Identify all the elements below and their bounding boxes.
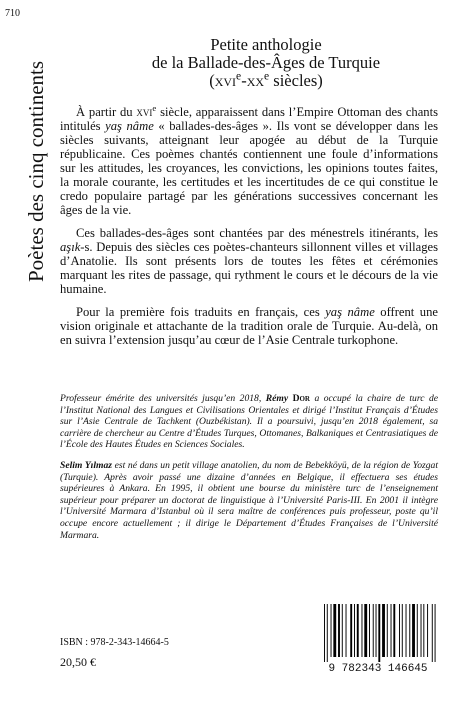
page-number: 710 bbox=[5, 8, 20, 19]
description-paragraph-1: À partir du xvi$^e$ siècle, apparaissent dans l’Empire Ottoman des chants intitulés yaş nâme « ballades-des-âges ». Ils vont se développer dans les siècles suivants, atteignant leur apogée au début de la Turquie républicaine. Ces poèmes chantés contiennent une foule d’informations sur les attitudes, les croyances, les convictions, les opinions toutes faites, la morale courante, les certitudes et les incertitudes de ce qui constitue le credo populaire partagé par les générations successives concernant les âges de la vie. bbox=[60, 102, 439, 217]
barcode-bar bbox=[357, 604, 359, 657]
title-line-3: ($xvi^e-xx^e$ siècles) bbox=[209, 70, 323, 90]
title-line-2: de la Ballade-des-Âges de Turquie bbox=[151, 53, 381, 72]
barcode-bar bbox=[387, 604, 388, 657]
barcode-bar bbox=[427, 604, 428, 657]
title-line-1: Petite anthologie bbox=[210, 35, 322, 54]
barcode-bar bbox=[423, 604, 424, 657]
bio-selim-yilmaz: Selim Yılmaz est né dans un petit village anatolien, du nom de Bebekköyü, de la région de Yozgat (Turquie). Après avoir passé une dizaine d’années en Belgique, il effectuera ses études supérieures à Ankara. En 1995, il obtient une bourse du ministère turc de l’enseignement supérieur pour préparer un doctorat de linguistique à l’Université Paris-III. En 2001 il intègre l’Université Marmara d’Istanbul où il sera maître de conférences puis professeur, poste qu’il occupe encore actuellement ; il dirige le Département d’Études Françaises de l’Université Marmara. bbox=[60, 459, 439, 541]
barcode-bar bbox=[393, 604, 395, 657]
author-bios bbox=[60, 393, 438, 550]
description-paragraph-3: Pour la première fois traduits en français, ces yaş nâme offrent une vision originale et attachante de la tradition orale de Turquie. Au-delà, on en suivra l’extension jusqu’au cœur de l’Asie Centrale turkophone. bbox=[60, 305, 438, 347]
barcode-bar bbox=[324, 604, 325, 662]
barcode-bar bbox=[362, 604, 363, 657]
book-title bbox=[90, 36, 442, 90]
barcode-bar bbox=[331, 604, 332, 657]
barcode-bar bbox=[435, 604, 436, 662]
barcode-bar bbox=[338, 604, 340, 657]
price: 20,50 € bbox=[60, 655, 96, 669]
barcode-bar bbox=[327, 604, 328, 662]
barcode bbox=[322, 604, 438, 662]
barcode-bar bbox=[346, 604, 347, 657]
barcode-bars bbox=[322, 604, 438, 662]
barcode-bar bbox=[409, 604, 410, 657]
barcode-bar bbox=[421, 604, 422, 657]
barcode-bar bbox=[378, 604, 380, 662]
barcode-bar bbox=[402, 604, 403, 657]
barcode-bar bbox=[369, 604, 370, 657]
barcode-bar bbox=[417, 604, 418, 657]
barcode-bar bbox=[432, 604, 433, 662]
barcode-bar bbox=[364, 604, 367, 657]
barcode-bar bbox=[382, 604, 385, 657]
barcode-bar bbox=[376, 604, 377, 657]
description-paragraph-2: Ces ballades-des-âges sont chantées par des ménestrels itinérants, les aşık-s. Depuis des siècles ces poètes-chanteurs sillonnent villes et villages d’Anatolie. Ils sont présents lors de toutes les fêtes et cérémonies marquant les rites de passage, qui rythment le cours et le décours de la vie humaine. bbox=[60, 226, 438, 296]
barcode-bar bbox=[406, 604, 407, 657]
barcode-digits: 9 782343 146645 bbox=[328, 663, 428, 675]
book-description bbox=[60, 102, 439, 356]
barcode-bar bbox=[350, 604, 352, 657]
barcode-bar bbox=[333, 604, 336, 657]
isbn: ISBN : 978-2-343-14664-5 bbox=[60, 637, 169, 648]
barcode-bar bbox=[373, 604, 374, 657]
bio-remy-dor: Professeur émérite des universités jusqu’en 2018, Rémy Dor a occupé la chaire de turc de l’Institut National des Langues et Civilisations Orientales et dirigé l’Institut Français d’Études sur l’Asie Centrale de Tachkent (Ouzbékistan). Il a poursuivi, jusqu’en 2018 également, sa carrière de chercheur au Centre d’Études Turques, Ottomanes, Balkaniques et Centrasiatiques de l’École des Hautes Études en Sciences Sociales. bbox=[60, 393, 438, 451]
barcode-bar bbox=[391, 604, 392, 657]
barcode-bar bbox=[342, 604, 343, 657]
barcode-bar bbox=[412, 604, 415, 657]
barcode-bar bbox=[399, 604, 400, 657]
barcode-bar bbox=[354, 604, 355, 657]
